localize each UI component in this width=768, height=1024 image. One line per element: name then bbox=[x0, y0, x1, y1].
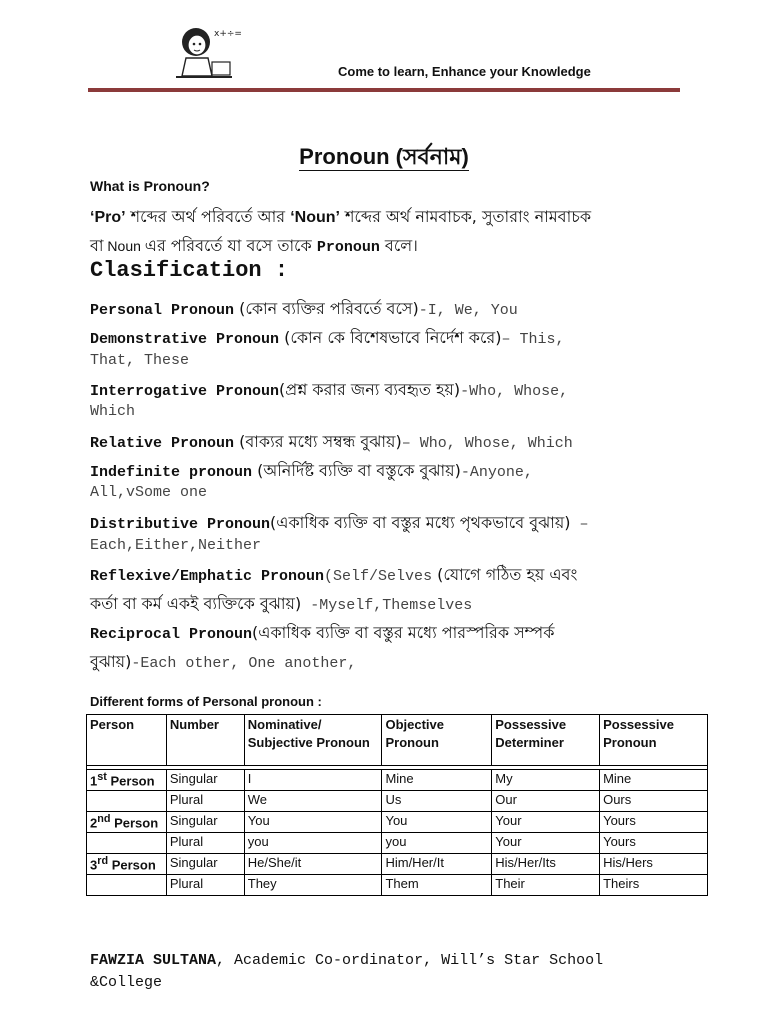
table-cell: Yours bbox=[600, 833, 708, 854]
item-name: Interrogative Pronoun bbox=[90, 383, 280, 400]
table-cell: Plural bbox=[166, 875, 244, 896]
table-cell: Singular bbox=[166, 770, 244, 791]
item-bangla: (কোন ব্যক্তির পরিবর্তে বসে) bbox=[234, 299, 419, 318]
item-examples: That, These bbox=[90, 352, 190, 369]
table-cell: Yours bbox=[600, 812, 708, 833]
item-examples: – bbox=[570, 516, 589, 533]
item-bangla: বুঝায়) bbox=[90, 652, 132, 671]
item-bangla: কর্তা বা কর্ম একই ব্যক্তিকে বুঝায়) bbox=[90, 594, 302, 613]
pro-term: ‘Pro’ bbox=[90, 209, 126, 226]
table-cell: His/Her/Its bbox=[492, 854, 600, 875]
item-name: Relative Pronoun bbox=[90, 435, 235, 452]
girl-cartoon-icon bbox=[172, 22, 242, 82]
item-name: Demonstrative Pronoun bbox=[90, 331, 280, 348]
item-name: Personal Pronoun bbox=[90, 302, 235, 319]
item-bangla: (অনির্দিষ্ট ব্যক্তি বা বস্তুকে বুঝায়) bbox=[252, 461, 461, 480]
definition-text: শব্দের অর্থ পরিবর্তে আর bbox=[125, 207, 291, 226]
person-cell bbox=[87, 875, 167, 896]
item-name: Reflexive/Emphatic Pronoun bbox=[90, 568, 325, 585]
person-label: Person bbox=[106, 773, 155, 789]
person-number: 2 bbox=[90, 815, 98, 831]
column-header: Nominative/ Subjective Pronoun bbox=[244, 715, 382, 766]
table-cell: Singular bbox=[166, 812, 244, 833]
item-bangla: (যোগে গঠিত হয় এবং bbox=[432, 565, 578, 584]
author-title: , Academic Co-ordinator, Will’s Star School &College bbox=[90, 952, 604, 991]
table-cell: Your bbox=[492, 833, 600, 854]
table-heading: Different forms of Personal pronoun : bbox=[90, 694, 322, 709]
table-cell: Us bbox=[382, 791, 492, 812]
svg-text:x+÷=: x+÷= bbox=[214, 29, 242, 39]
column-header: Number bbox=[166, 715, 244, 766]
person-label: Person bbox=[108, 857, 156, 873]
classification-item-continued bbox=[90, 402, 135, 420]
table-cell: Plural bbox=[166, 791, 244, 812]
table-cell: Mine bbox=[382, 770, 492, 791]
table-cell: Our bbox=[492, 791, 600, 812]
classification-item-continued bbox=[90, 536, 261, 554]
classification-heading: Clasification : bbox=[90, 258, 289, 283]
table-cell: You bbox=[244, 812, 382, 833]
classification-item-continued bbox=[90, 649, 356, 676]
column-header: Objective Pronoun bbox=[382, 715, 492, 766]
table-row bbox=[87, 791, 708, 812]
author-name: FAWZIA SULTANA bbox=[90, 952, 217, 969]
definition-line-1 bbox=[90, 204, 591, 231]
person-cell bbox=[87, 791, 167, 812]
item-bangla: (একাধিক ব্যক্তি বা বস্তুর মধ্যে পৃথকভাবে বুঝায়) bbox=[270, 513, 571, 532]
table-cell: you bbox=[244, 833, 382, 854]
personal-pronoun-table bbox=[86, 714, 708, 896]
table-cell: you bbox=[382, 833, 492, 854]
page-title-text: Pronoun (সর্বনাম) bbox=[299, 144, 469, 169]
table-cell: You bbox=[382, 812, 492, 833]
table-cell: He/She/it bbox=[244, 854, 382, 875]
person-ordinal: rd bbox=[97, 855, 109, 867]
person-cell bbox=[87, 854, 167, 875]
table-cell: Theirs bbox=[600, 875, 708, 896]
table-cell: Your bbox=[492, 812, 600, 833]
column-header: Possessive Determiner bbox=[492, 715, 600, 766]
item-examples: Each,Either,Neither bbox=[90, 537, 262, 554]
item-name: Indefinite pronoun bbox=[90, 464, 253, 481]
definition-text: বা bbox=[90, 236, 104, 255]
item-examples: -I, We, You bbox=[418, 302, 518, 319]
classification-item bbox=[90, 510, 589, 537]
item-examples: -Each other, One another, bbox=[131, 655, 357, 672]
classification-item bbox=[90, 562, 577, 589]
table-cell: Mine bbox=[600, 770, 708, 791]
item-name: Distributive Pronoun bbox=[90, 516, 271, 533]
table-row bbox=[87, 875, 708, 896]
logo bbox=[172, 22, 242, 82]
table-cell: Ours bbox=[600, 791, 708, 812]
table-cell: My bbox=[492, 770, 600, 791]
item-bangla: (প্রশ্ন করার জন্য ব্যবহৃত হয়) bbox=[279, 380, 461, 399]
table-cell: Plural bbox=[166, 833, 244, 854]
person-cell bbox=[87, 833, 167, 854]
classification-item-continued bbox=[90, 483, 207, 501]
table-row bbox=[87, 770, 708, 791]
noun-word: Noun bbox=[103, 238, 145, 254]
item-name: Reciprocal Pronoun bbox=[90, 626, 253, 643]
item-bangla: (একাধিক ব্যক্তি বা বস্তুর মধ্যে পারস্পরিক সম্পর্ক bbox=[252, 623, 555, 642]
item-examples: All,vSome one bbox=[90, 484, 208, 501]
definition-text: শব্দের অর্থ নামবাচক, সুতারাং নামবাচক bbox=[339, 207, 592, 226]
table-cell: Their bbox=[492, 875, 600, 896]
classification-item bbox=[90, 377, 568, 404]
page-title bbox=[0, 140, 768, 177]
definition-text: এর পরিবর্তে যা বসে তাকে bbox=[144, 236, 317, 255]
item-examples: – Who, Whose, Which bbox=[401, 435, 573, 452]
column-header: Possessive Pronoun bbox=[600, 715, 708, 766]
classification-item bbox=[90, 296, 518, 323]
item-examples: Which bbox=[90, 403, 136, 420]
classification-item bbox=[90, 620, 554, 647]
item-examples: -Who, Whose, bbox=[460, 383, 569, 400]
table-cell: I bbox=[244, 770, 382, 791]
definition-text: বলে। bbox=[379, 236, 418, 255]
item-examples: (Self/Selves bbox=[324, 568, 433, 585]
tagline: Come to learn, Enhance your Knowledge bbox=[338, 64, 591, 79]
item-bangla: (কোন কে বিশেষভাবে নির্দেশ করে) bbox=[279, 328, 502, 347]
classification-item bbox=[90, 429, 573, 456]
table-cell: Singular bbox=[166, 854, 244, 875]
classification-item-continued bbox=[90, 351, 189, 369]
person-number: 1 bbox=[90, 773, 98, 789]
item-examples: -Myself,Themselves bbox=[301, 597, 473, 614]
definition-line-2 bbox=[90, 233, 418, 260]
classification-item bbox=[90, 325, 564, 352]
item-examples: – This, bbox=[501, 331, 565, 348]
table-cell: Them bbox=[382, 875, 492, 896]
table-row bbox=[87, 812, 708, 833]
person-cell bbox=[87, 770, 167, 791]
classification-item bbox=[90, 458, 533, 485]
person-label: Person bbox=[110, 815, 159, 831]
pronoun-word: Pronoun bbox=[316, 239, 380, 256]
classification-item-continued bbox=[90, 591, 472, 618]
header-divider bbox=[88, 88, 680, 92]
footer-credit bbox=[90, 950, 650, 994]
table-row bbox=[87, 833, 708, 854]
noun-term: ‘Noun’ bbox=[290, 209, 340, 226]
item-bangla: (বাক্যর মধ্যে সম্বন্ধ বুঝায়) bbox=[234, 432, 402, 451]
person-cell bbox=[87, 812, 167, 833]
table-cell: They bbox=[244, 875, 382, 896]
item-examples: -Anyone, bbox=[460, 464, 533, 481]
table-header-row bbox=[87, 715, 708, 766]
person-ordinal: st bbox=[97, 771, 107, 783]
column-header: Person bbox=[87, 715, 167, 766]
table-cell: His/Hers bbox=[600, 854, 708, 875]
person-number: 3 bbox=[90, 857, 98, 873]
intro-heading: What is Pronoun? bbox=[90, 178, 210, 194]
table-cell: We bbox=[244, 791, 382, 812]
table-cell: Him/Her/It bbox=[382, 854, 492, 875]
table-row bbox=[87, 854, 708, 875]
person-ordinal: nd bbox=[97, 813, 111, 825]
